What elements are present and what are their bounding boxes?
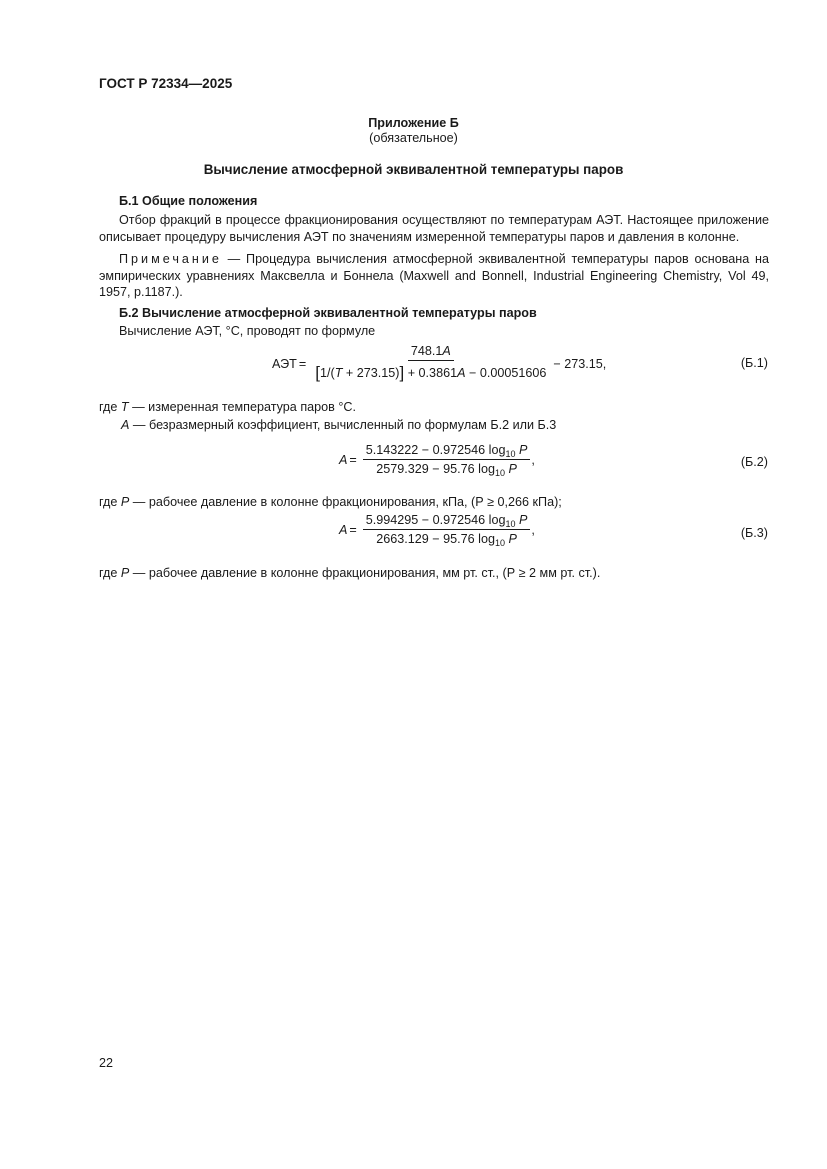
formula-b3-comma: , — [531, 522, 535, 537]
where-p-mmhg-line: где P — рабочее давление в колонне фракционирования, мм рт. ст., (Р ≥ 2 мм рт. ст.). — [99, 566, 601, 580]
note-text: — Процедура вычисления атмосферной эквивалентной температуры паров основана на эмпирических уравнениях Максвелла и Боннела (Maxwell and Bonnell, Industrial Engineering Chemistry, Vol 49, 1957, p.1187.). — [99, 252, 769, 299]
formula-b3-lhs: A — [339, 522, 348, 537]
formula-b3-numerator: 5.994295 − 0.972546 $\log_{10} P$ — [363, 513, 531, 530]
appendix-status: (обязательное) — [369, 131, 458, 145]
formula-b2-fraction — [363, 443, 531, 476]
where-p-kpa-line: где P — рабочее давление в колонне фракционирования, кПа, (Р ≥ 0,266 кПа); — [99, 495, 562, 509]
note-label: Примечание — [119, 252, 222, 266]
formula-b2-comma: , — [531, 452, 535, 467]
formula-b1-fraction — [312, 344, 549, 383]
formula-b2-number: (Б.2) — [740, 455, 768, 469]
formula-b2 — [339, 443, 535, 476]
where-a-line: A — безразмерный коэффициент, вычисленный по формулам Б.2 или Б.3 — [121, 418, 557, 432]
formula-b1-denominator: [1/(T + 273.15)] + 0.3861A − 0.00051606 — [315, 363, 547, 382]
appendix-heading: Вычисление атмосферной эквивалентной температуры паров — [203, 162, 624, 177]
note-paragraph — [99, 251, 769, 301]
formula-b1-tail: − 273.15, — [553, 356, 607, 371]
formula-b3 — [339, 513, 535, 546]
formula-b3-number: (Б.3) — [740, 526, 768, 540]
formula-b1-lhs: АЭТ — [272, 356, 297, 371]
page-number: 22 — [99, 1056, 114, 1070]
formula-b1-numerator: 748.1A — [408, 344, 454, 361]
formula-b2-numerator: 5.143222 − 0.972546 $\log_{10} P$ — [363, 443, 531, 460]
section-1-heading: Б.1 Общие положения — [119, 194, 258, 208]
formula-b1-eq: = — [298, 356, 307, 371]
document-id: ГОСТ Р 72334—2025 — [99, 76, 233, 91]
formula-b2-eq: = — [349, 452, 357, 467]
section-2-intro: Вычисление АЭТ, °С, проводят по формуле — [119, 324, 376, 338]
formula-b3-fraction — [363, 513, 531, 546]
section-1-paragraph: Отбор фракций в процессе фракционирования осуществляют по температурам АЭТ. Настоящее приложение описывает процедуру вычисления АЭТ по значениям измеренной температуры паров и давления в колонне. — [99, 213, 769, 244]
formula-b3-denominator: 2663.129 − 95.76 $\log_{10} P$ — [376, 532, 517, 548]
formula-b2-denominator: 2579.329 − 95.76 $\log_{10} P$ — [376, 462, 517, 478]
formula-b3-eq: = — [349, 522, 357, 537]
formula-b1-number: (Б.1) — [740, 356, 768, 370]
formula-b2-lhs: A — [339, 452, 348, 467]
where-t-line: где T — измеренная температура паров °С. — [99, 400, 356, 414]
section-2-heading: Б.2 Вычисление атмосферной эквивалентной температуры паров — [119, 306, 537, 320]
formula-b1 — [272, 344, 606, 383]
appendix-title: Приложение Б — [368, 116, 459, 130]
